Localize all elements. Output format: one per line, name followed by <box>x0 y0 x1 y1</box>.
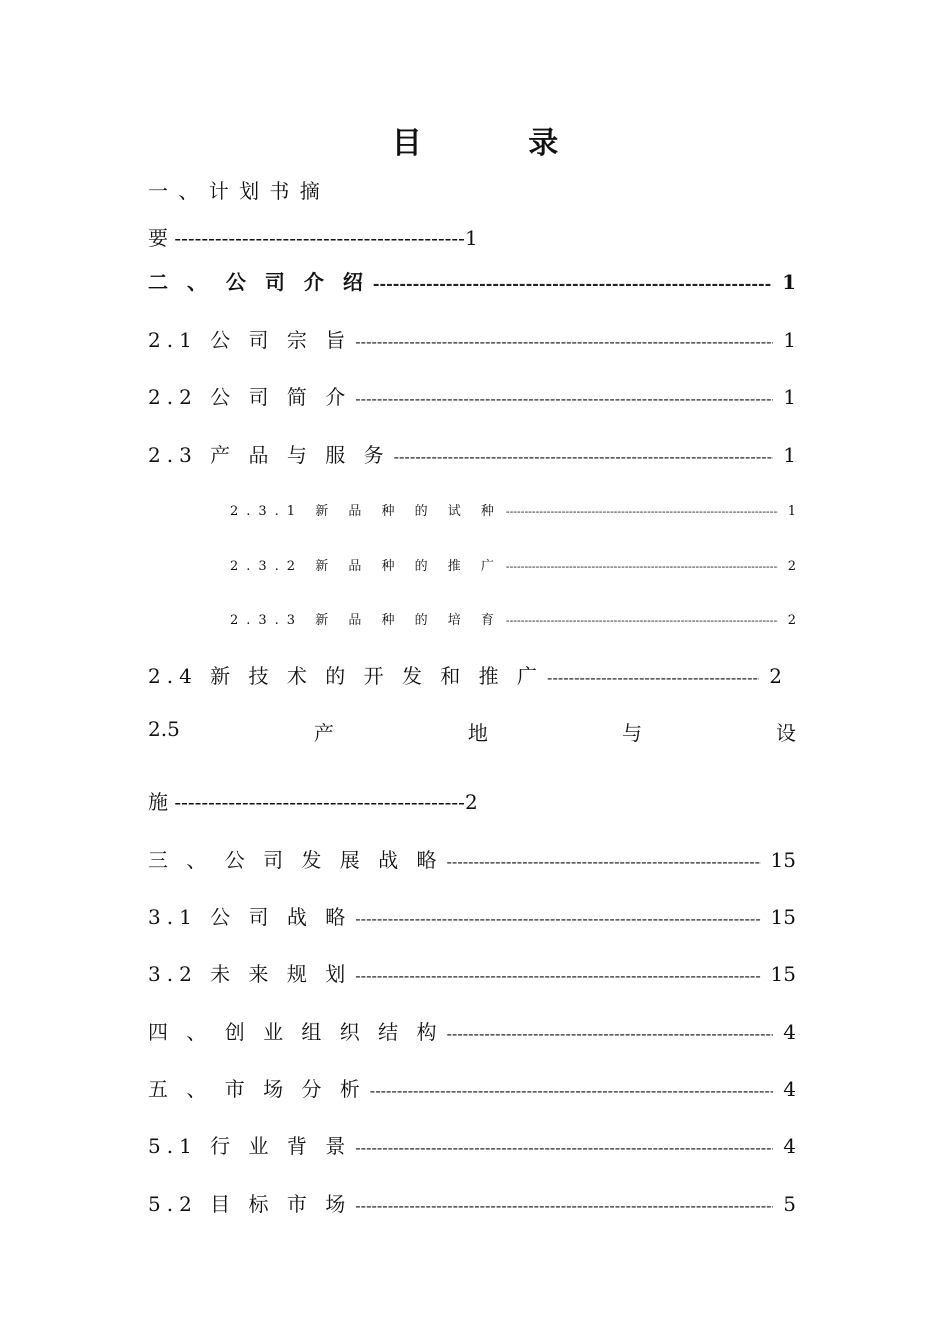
toc-leader <box>506 614 778 627</box>
toc-leader <box>355 966 760 985</box>
toc-page-number: 1 <box>783 328 796 352</box>
toc-leader <box>506 560 778 573</box>
toc-leader <box>447 1024 774 1043</box>
toc-label: 5.1 行 业 背 景 <box>148 1134 352 1158</box>
toc-entry-5-2[interactable] <box>148 1188 796 1217</box>
toc-label: 2.1 公 司 宗 旨 <box>148 328 352 352</box>
toc-word: 产 <box>313 721 334 745</box>
page-title: 目 录 <box>391 126 607 161</box>
toc-entry-2-3-3[interactable] <box>230 609 796 628</box>
toc-label: 2.3.1 新 品 种 的 试 种 <box>230 504 502 519</box>
toc-leader <box>355 1138 773 1157</box>
toc-page-number: 1 <box>782 270 796 294</box>
toc-leader <box>394 447 774 466</box>
toc-label: 五 、 市 场 分 析 <box>148 1077 366 1101</box>
toc-entry-3-1[interactable] <box>148 901 796 930</box>
toc-leader <box>547 668 759 687</box>
toc-leader <box>447 852 761 871</box>
toc-page-number: 1 <box>783 385 796 409</box>
toc-label: 2.3 产 品 与 服 务 <box>148 443 390 467</box>
toc-page-number: 1 <box>783 443 796 467</box>
toc-page-number: 4 <box>783 1134 796 1158</box>
toc-page-number: 4 <box>783 1077 796 1101</box>
toc-entry-2-3-2[interactable] <box>230 555 796 574</box>
toc-label: 5.2 目 标 市 场 <box>148 1192 352 1216</box>
toc-word: 地 <box>467 721 488 745</box>
toc-entry-3[interactable] <box>148 844 796 873</box>
toc-page-number: 4 <box>783 1020 796 1044</box>
toc-entry-2-3-1[interactable] <box>230 500 796 519</box>
toc-label: 3.1 公 司 战 略 <box>148 905 352 929</box>
toc-leader <box>355 909 760 928</box>
toc-label: 三 、 公 司 发 展 战 略 <box>148 848 443 872</box>
toc-word: 设 <box>776 721 796 745</box>
toc-entry-2-5-line2: 施 -------------------------------------------2 <box>148 790 478 814</box>
toc-page-number: 2 <box>787 613 796 628</box>
toc-label: 2.4 新 技 术 的 开 发 和 推 广 <box>148 664 544 688</box>
toc-entry-1-line1: 一 、 计 划 书 摘 <box>148 179 322 203</box>
toc-entry-2-5-line1[interactable] <box>148 717 796 746</box>
toc-entry-2-2[interactable] <box>148 381 796 410</box>
toc-page-number: 15 <box>770 962 796 986</box>
toc-entry-2[interactable] <box>148 266 796 295</box>
toc-label: 2.3.3 新 品 种 的 培 育 <box>230 613 502 628</box>
toc-page-number: 15 <box>770 905 796 929</box>
toc-entry-2-3[interactable] <box>148 439 796 468</box>
toc-entry-2-4[interactable] <box>148 660 782 689</box>
toc-entry-2-1[interactable] <box>148 324 796 353</box>
toc-page-number: 5 <box>783 1192 796 1216</box>
toc-page-number: 15 <box>770 848 796 872</box>
toc-page-number: 1 <box>787 504 796 519</box>
toc-entry-4[interactable] <box>148 1016 796 1045</box>
toc-page-number: 2 <box>769 664 782 688</box>
toc-label: 四 、 创 业 组 织 结 构 <box>148 1020 443 1044</box>
toc-leader <box>506 505 778 518</box>
toc-leader <box>355 389 773 408</box>
toc-label: 3.2 未 来 规 划 <box>148 962 352 986</box>
toc-label: 2.3.2 新 品 种 的 推 广 <box>230 559 502 574</box>
toc-label: 二 、 公 司 介 绍 <box>148 270 369 294</box>
toc-entry-1-line2: 要 -------------------------------------------1 <box>148 226 478 250</box>
toc-entry-3-2[interactable] <box>148 958 796 987</box>
toc-entry-5-1[interactable] <box>148 1130 796 1159</box>
toc-page-number: 2 <box>787 559 796 574</box>
toc-leader <box>355 332 773 351</box>
toc-leader <box>373 274 772 293</box>
toc-entry-5[interactable] <box>148 1073 796 1102</box>
toc-word: 与 <box>621 721 642 745</box>
toc-leader <box>370 1081 773 1100</box>
toc-label: 2.2 公 司 简 介 <box>148 385 352 409</box>
toc-word: 2.5 <box>148 717 180 741</box>
toc-leader <box>355 1196 773 1215</box>
